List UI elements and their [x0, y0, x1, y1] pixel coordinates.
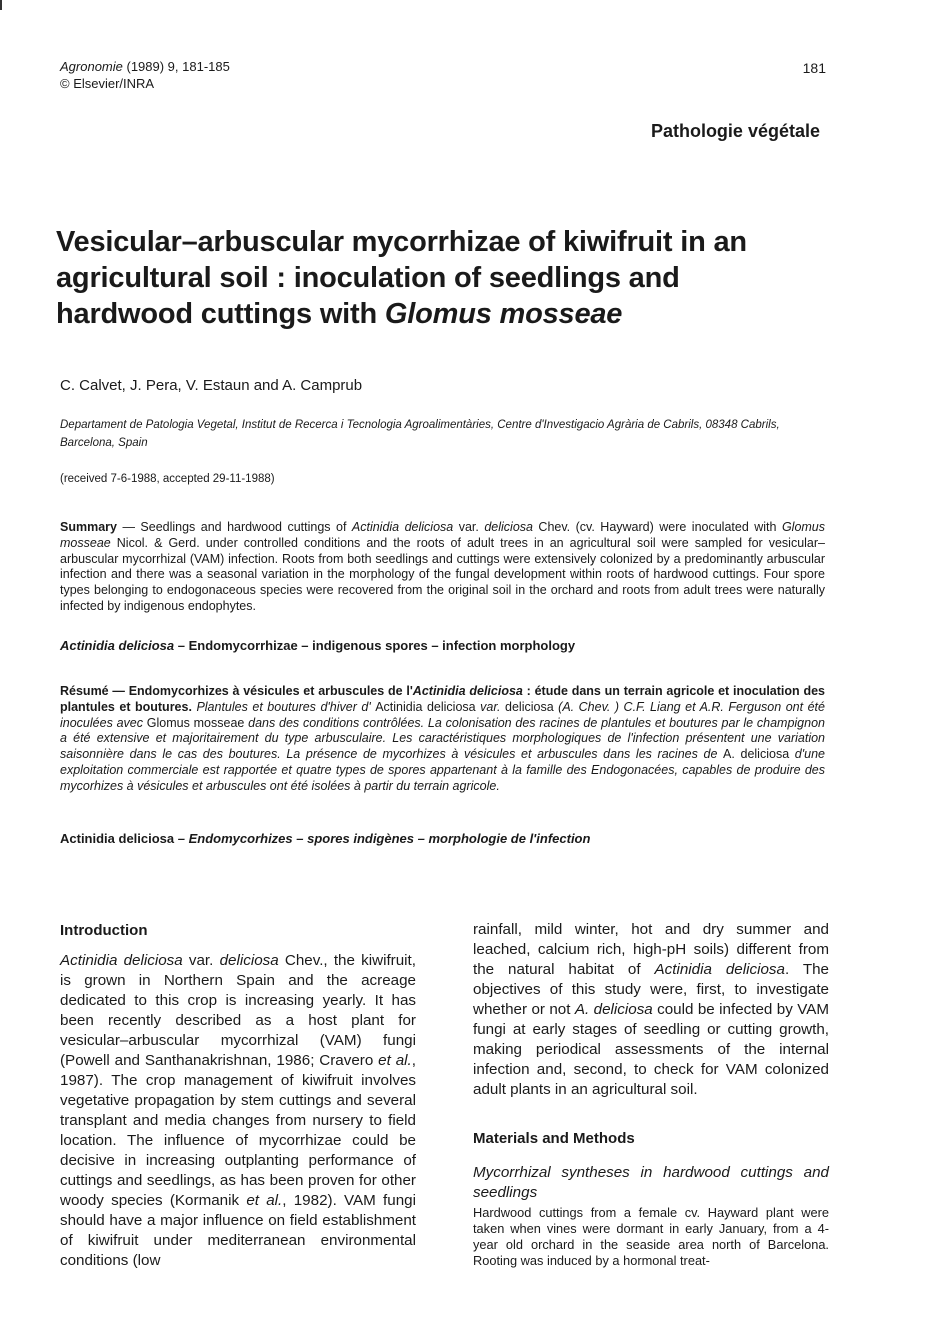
intro-species: Actinidia deliciosa	[654, 961, 785, 978]
resume-label: Résumé — Endomycorhizes à vésicules et arbuscules de l'	[60, 684, 413, 698]
intro-text: . The objectives of this study were, first, to investigate whether or not	[473, 961, 829, 1018]
intro-species: Actinidia deliciosa	[60, 952, 183, 969]
page-number: 181	[802, 60, 826, 76]
copyright-line: © Elsevier/INRA	[60, 76, 155, 91]
keywords-french	[60, 831, 590, 846]
resume-title-species: Actinidia deliciosa	[412, 684, 523, 698]
journal-citation	[60, 58, 230, 75]
summary-text: Chev. (cv. Hayward) were inoculated with	[532, 520, 782, 534]
resume-species: Actinidia deliciosa	[375, 699, 481, 714]
resume-text: dans des conditions contrôlées. La colonisation des racines de plantules et boutures par le champignon a été extensive et majoritairement du type arbusculaire. Les caractéristiques morphologiques de l'infection présentent une variation saisonnière dans le cas des boutures. La présence de mycorhizes à vésicules et arbuscules dans les racines de	[60, 715, 825, 762]
summary-text: — Seedlings and hardwood cuttings of	[116, 520, 352, 534]
section-heading: Pathologie végétale	[650, 121, 820, 141]
keyword-species: Actinidia deliciosa	[60, 638, 175, 653]
journal-header	[60, 58, 230, 92]
summary-variety: deliciosa	[484, 520, 533, 534]
received-dates: (received 7-6-1988, accepted 29-11-1988)	[60, 473, 275, 485]
summary-label: Summary	[60, 520, 117, 534]
keyword-list: – Endomycorhizes – spores indigènes – morphologie de l'infection	[174, 831, 591, 846]
intro-text: var.	[182, 952, 220, 969]
author-list: C. Calvet, J. Pera, V. Estaun and A. Camprub	[60, 377, 363, 394]
intro-text: rainfall, mild winter, hot and dry summer and leached, calcium rich, high-pH soils) different from the natural habitat of	[473, 921, 829, 978]
intro-etal: et al.	[378, 1052, 412, 1069]
resume-text: Plantules et boutures d'hiver d'	[191, 699, 376, 714]
resume-fungus: Glomus mosseae	[146, 715, 249, 730]
intro-species-abbrev: A. deliciosa	[574, 1001, 653, 1018]
resume-text: var.	[480, 699, 506, 714]
intro-text: , 1987). The crop management of kiwifruit involves vegetative propagation by stem cuttings and several transplant and media changes from nursery to field location. The influence of mycorrhizae could be decisive in increasing outplanting performance of cuttings and seedlings, as has been proven for other woody species (Kormanik	[60, 1052, 416, 1209]
journal-volume: (1989) 9, 181-185	[122, 59, 230, 74]
summary-fungus: Glomus mosseae	[60, 520, 826, 550]
scan-edge-mark	[0, 0, 2, 10]
methods-paragraph: Hardwood cuttings from a female cv. Hayward plant were taken when vines were dormant in early January, from a 4-year old orchard in the seaside area north of Barcelona. Rooting was induced by a hormonal treat-	[473, 1205, 829, 1268]
intro-text: , 1982). VAM fungi should have a major influence on field establishment of kiwifruit under mediterranean environmental conditions (low	[60, 1192, 416, 1269]
left-column	[60, 922, 416, 1271]
title-text: Vesicular–arbuscular mycorrhizae of kiwifruit in an agricultural soil : inoculation of seedlings and hardwood cuttings with	[56, 226, 747, 330]
keywords-english	[60, 638, 575, 653]
intro-text: could be infected by VAM fungi at early stages of seedling or cutting growth, making periodical assessments of the internal infection and, second, to check for VAM colonized adult plants in an agricultural soil.	[473, 1001, 829, 1098]
article-title	[56, 224, 816, 332]
right-column	[473, 920, 829, 1269]
summary-text: var.	[453, 520, 485, 534]
summary-paragraph	[60, 520, 825, 615]
keyword-list: – Endomycorrhizae – indigenous spores – infection morphology	[174, 638, 576, 653]
resume-text: (A. Chev. ) C.F. Liang et A.R. Ferguson ont été inoculées avec	[60, 699, 825, 730]
resume-text: d'une exploitation commerciale est rapportée et quatre types de spores appartenant à la famille des Endogonacées, capables de produire des mycorhizes à vésicules et arbuscules ont été isolées à partir du terrain agricole.	[60, 747, 825, 793]
methods-heading: Materials and Methods	[473, 1130, 635, 1147]
intro-variety: deliciosa	[219, 952, 279, 969]
resume-title-rest: : étude dans un terrain agricole et inoculation des plantules et boutures.	[60, 684, 825, 714]
title-species: Glomus mosseae	[384, 298, 623, 330]
summary-species: Actinidia deliciosa	[351, 520, 454, 534]
introduction-paragraph	[60, 951, 416, 1271]
keyword-species: Actinidia deliciosa	[60, 831, 175, 846]
introduction-heading: Introduction	[60, 922, 148, 939]
intro-continuation	[473, 920, 829, 1100]
intro-text: Chev., the kiwifruit, is grown in Northern Spain and the acreage dedicated to this crop is increasing yearly. It has been recently described as a host plant for vesicular–arbuscular mycorrhizal (VAM) fungi (Powell and Santhanakrishnan, 1986; Cravero	[60, 952, 416, 1069]
journal-name: Agronomie	[60, 59, 123, 74]
methods-subheading: Mycorrhizal syntheses in hardwood cuttings and seedlings	[473, 1164, 829, 1201]
affiliation: Departament de Patologia Vegetal, Institut de Recerca i Tecnologia Agroalimentàries, Centre d'Investigacio Agrària de Cabrils, 08348 Cabrils, Barcelona, Spain	[60, 419, 780, 449]
summary-text: Nicol. & Gerd. under controlled conditions and the roots of adult trees in an agricultural soil were sampled for vesicular–arbuscular mycorrhizal (VAM) infection. Roots from both seedlings and cuttings were extensively colonized by a predominantly arbuscular infection and there was a seasonal variation in the morphology of the fungal development within roots of hardwood cuttings. Four spore types belonging to endogonaceous species were recovered from the original soil in the orchard and roots from adult trees were naturally infected by indigenous endophytes.	[60, 535, 825, 613]
intro-etal: et al.	[246, 1192, 283, 1209]
resume-paragraph	[60, 684, 825, 795]
resume-variety: deliciosa	[505, 699, 559, 714]
resume-species: A. deliciosa	[723, 747, 795, 762]
